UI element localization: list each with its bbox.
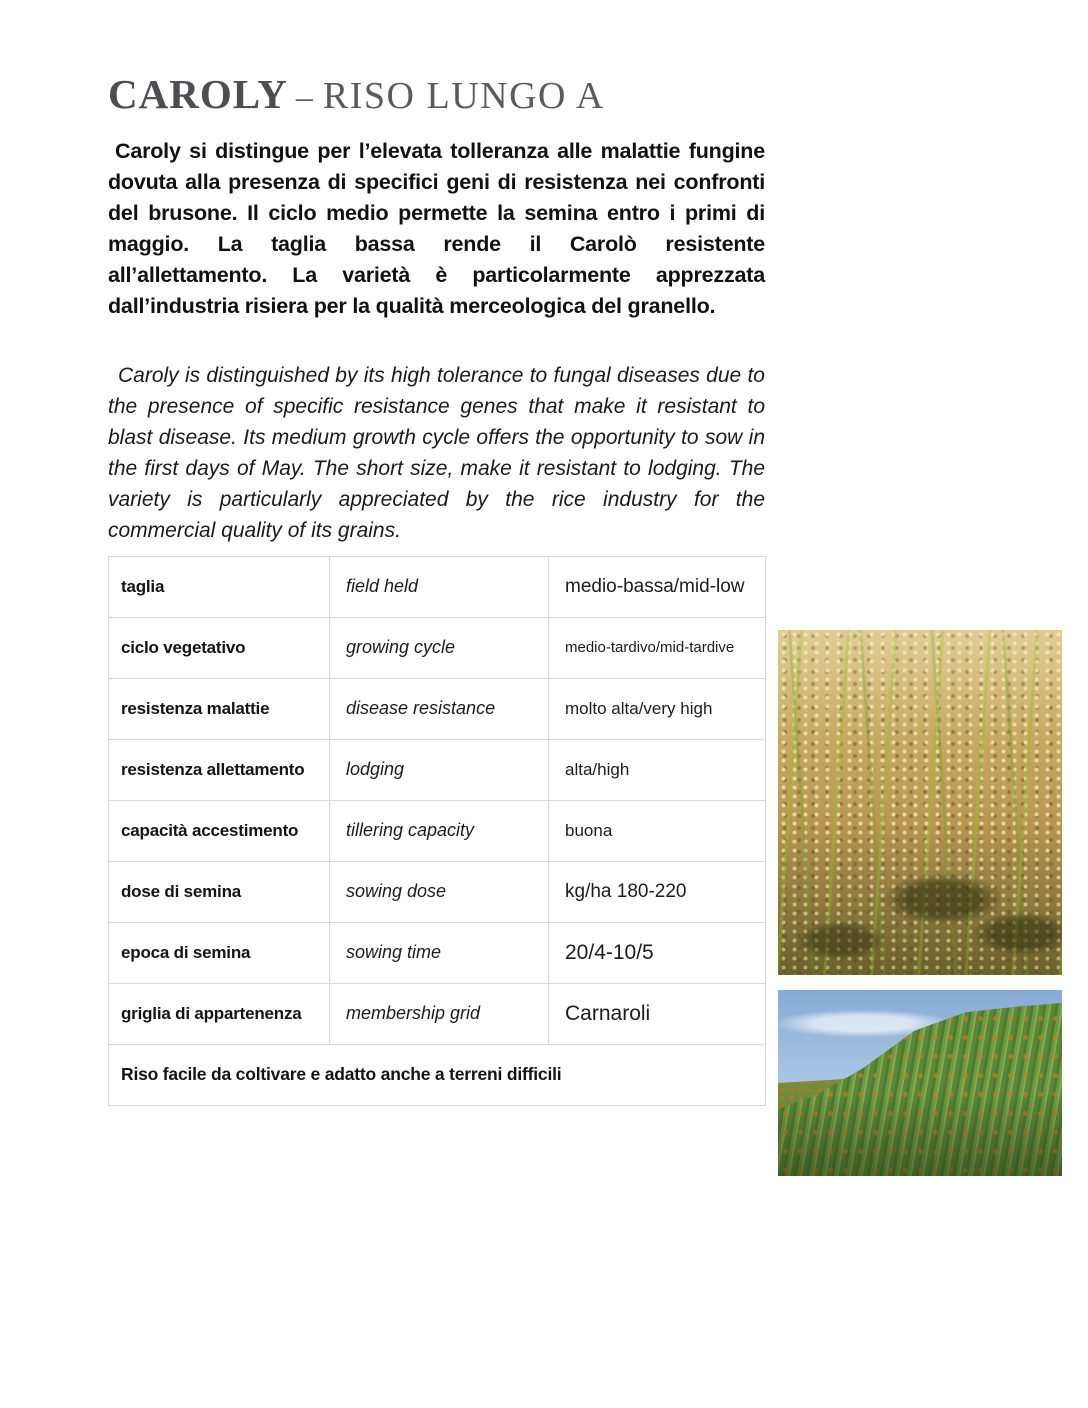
row-label-it: griglia di appartenenza	[109, 983, 330, 1044]
table-row	[109, 922, 766, 983]
table-row	[109, 556, 766, 617]
page-title	[108, 72, 765, 118]
row-label-it: capacità accestimento	[109, 800, 330, 861]
row-label-it: dose di semina	[109, 861, 330, 922]
row-label-en: sowing dose	[330, 861, 549, 922]
main-content-column	[108, 72, 765, 1106]
table-footer-row	[109, 1044, 766, 1105]
row-value: medio-tardivo/mid-tardive	[549, 617, 766, 678]
row-value: alta/high	[549, 739, 766, 800]
row-label-it: epoca di semina	[109, 922, 330, 983]
title-separator: –	[295, 79, 313, 116]
row-label-it: resistenza allettamento	[109, 739, 330, 800]
variety-name: CAROLY	[108, 71, 288, 117]
row-label-en: disease resistance	[330, 678, 549, 739]
rice-field-texture	[778, 630, 1062, 975]
row-label-en: membership grid	[330, 983, 549, 1044]
row-label-en: field held	[330, 556, 549, 617]
row-label-en: sowing time	[330, 922, 549, 983]
rice-type-subtitle: RISO LUNGO A	[322, 75, 605, 117]
row-value: molto alta/very high	[549, 678, 766, 739]
photo-ripe-rice-field	[778, 630, 1062, 975]
row-value: medio-bassa/mid-low	[549, 556, 766, 617]
row-label-en: lodging	[330, 739, 549, 800]
table-row	[109, 617, 766, 678]
row-value: Carnaroli	[549, 983, 766, 1044]
row-label-it: taglia	[109, 556, 330, 617]
table-row	[109, 983, 766, 1044]
row-label-it: resistenza malattie	[109, 678, 330, 739]
row-value: kg/ha 180-220	[549, 861, 766, 922]
table-row	[109, 739, 766, 800]
table-footer-note: Riso facile da coltivare e adatto anche a terreni difficili	[109, 1044, 766, 1105]
row-label-it: ciclo vegetativo	[109, 617, 330, 678]
table-row	[109, 678, 766, 739]
spec-table	[108, 556, 766, 1106]
row-label-en: growing cycle	[330, 617, 549, 678]
row-value: buona	[549, 800, 766, 861]
table-row	[109, 800, 766, 861]
description-paragraph-italian: Caroly si distingue per l’elevata tolleranza alle malattie fungine dovuta alla presenza di specifici geni di resistenza nei confronti del brusone. Il ciclo medio permette la semina entro i primi di maggio. La taglia bassa rende il Carolò resistente all’allettamento. La varietà è particolarmente apprezzata dall’industria risiera per la qualità merceologica del granello.	[108, 138, 765, 318]
row-label-en: tillering capacity	[330, 800, 549, 861]
description-paragraph-english: Caroly is distinguished by its high tolerance to fungal diseases due to the presence of specific resistance genes that make it resistant to blast disease. Its medium growth cycle offers the opportunity to sow in the first days of May. The short size, make it resistant to lodging. The variety is particularly appreciated by the rice industry for the commercial quality of its grains.	[108, 363, 765, 542]
table-row	[109, 861, 766, 922]
photo-rice-rows-blue-sky	[778, 990, 1062, 1176]
row-value: 20/4-10/5	[549, 922, 766, 983]
